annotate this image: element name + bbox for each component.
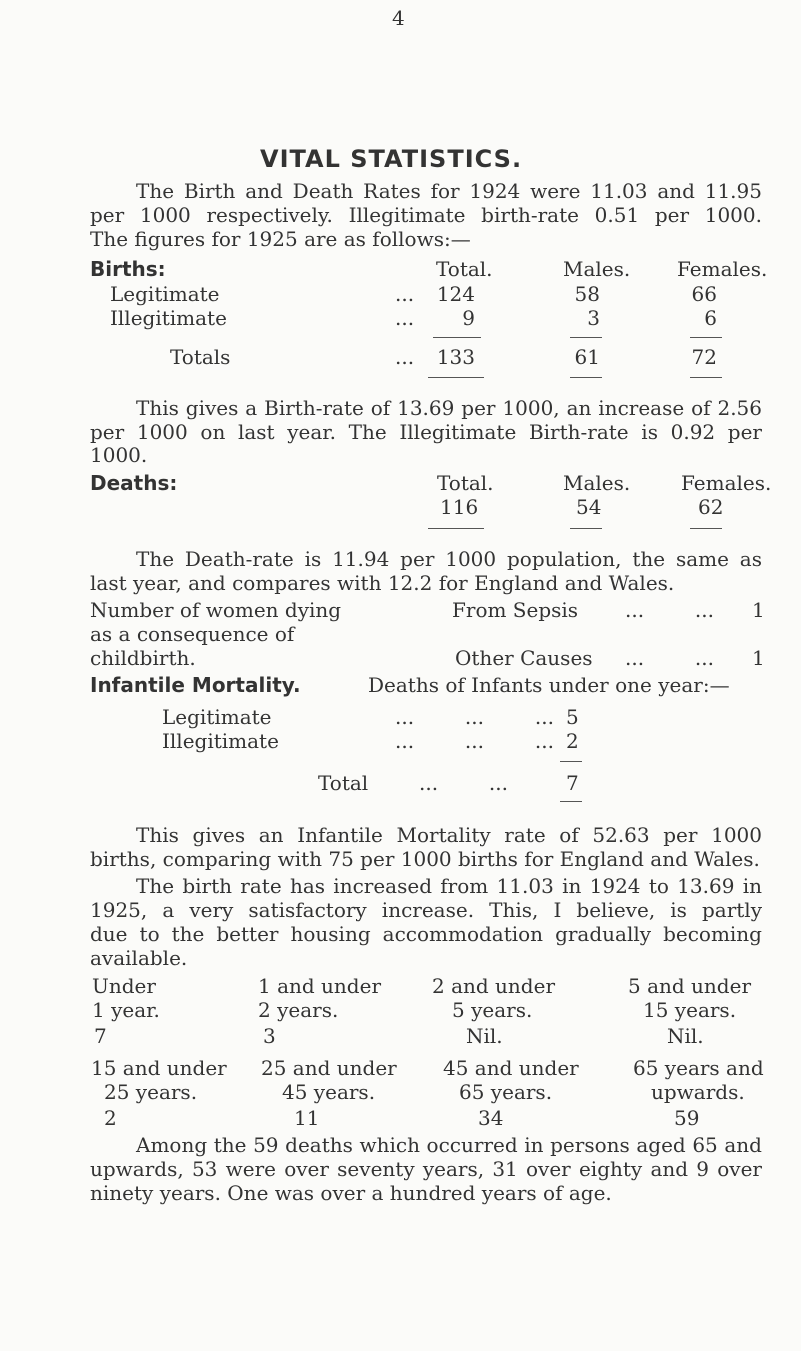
- closing-line-2: upwards, 53 were over seventy years, 31 over eighty and 9 over: [90, 1157, 762, 1181]
- age-group-value: 7: [94, 1024, 107, 1048]
- births-rule-total: [433, 337, 481, 338]
- infantile-heading: Infantile Mortality.: [90, 673, 301, 697]
- infantile-total-dots: ... ...: [419, 771, 509, 795]
- births-row-total: 9: [462, 306, 475, 330]
- age-group-label: 25 years.: [104, 1080, 198, 1104]
- age-group-value: 11: [294, 1106, 320, 1130]
- age-group-label: Under: [92, 974, 156, 998]
- infantile-row-value: 2: [566, 729, 579, 753]
- sepsis-label: From Sepsis: [452, 598, 579, 622]
- other-causes-dots: ... ...: [625, 646, 715, 670]
- births-row-males: 58: [574, 282, 600, 306]
- maternal-line-3: childbirth.: [90, 646, 196, 670]
- infant-rate-line-1: This gives an Infantile Mortality rate of 52.63 per 1000: [136, 823, 762, 847]
- births-totals-total: 133: [436, 345, 475, 369]
- death-rate-line-2: last year, and compares with 12.2 for England and Wales.: [90, 571, 675, 595]
- births-totals-males: 61: [574, 345, 600, 369]
- births-double-rule-females: [690, 377, 722, 378]
- births-row-females: 6: [704, 306, 717, 330]
- sepsis-value: 1: [752, 598, 765, 622]
- infantile-total-label: Total: [318, 771, 369, 795]
- age-group-label: 25 and under: [261, 1056, 397, 1080]
- births-row-dots: ...: [395, 306, 415, 330]
- births-rule-females: [690, 337, 722, 338]
- age-group-value: Nil.: [667, 1024, 704, 1048]
- births-row-males: 3: [587, 306, 600, 330]
- age-group-label: upwards.: [651, 1080, 745, 1104]
- deaths-col-females: Females.: [681, 471, 772, 495]
- infantile-double-rule: [560, 801, 582, 802]
- maternal-line-1: Number of women dying: [90, 598, 342, 622]
- births-row-label: Illegitimate: [110, 306, 227, 330]
- other-causes-value: 1: [752, 646, 765, 670]
- birth-rate-line-3: 1000.: [90, 443, 148, 467]
- births-row-females: 66: [691, 282, 717, 306]
- births-row-label: Legitimate: [110, 282, 220, 306]
- births-totals-females: 72: [691, 345, 717, 369]
- deaths-total: 116: [440, 495, 479, 519]
- deaths-rule-males: [570, 528, 602, 529]
- births-double-rule-total: [428, 377, 484, 378]
- infantile-row-label: Illegitimate: [162, 729, 279, 753]
- births-row-dots: ...: [395, 282, 415, 306]
- births-heading: Births:: [90, 257, 166, 281]
- age-group-label: 65 years.: [459, 1080, 553, 1104]
- page-number: 4: [392, 6, 405, 30]
- births-totals-label: Totals: [170, 345, 231, 369]
- age-group-label: 2 and under: [432, 974, 556, 998]
- births-double-rule-males: [570, 377, 602, 378]
- age-group-value: 59: [674, 1106, 700, 1130]
- page-title: VITAL STATISTICS.: [260, 145, 523, 173]
- age-group-value: Nil.: [466, 1024, 503, 1048]
- age-group-label: 15 and under: [91, 1056, 227, 1080]
- births-col-females: Females.: [677, 257, 768, 281]
- births-col-males: Males.: [563, 257, 631, 281]
- age-group-value: 2: [104, 1106, 117, 1130]
- infantile-total-value: 7: [566, 771, 579, 795]
- age-group-label: 5 and under: [628, 974, 752, 998]
- age-group-label: 5 years.: [452, 998, 533, 1022]
- age-group-value: 3: [263, 1024, 276, 1048]
- deaths-col-total: Total.: [437, 471, 494, 495]
- death-rate-line-1: The Death-rate is 11.94 per 1000 population, the same as: [136, 547, 762, 571]
- deaths-col-males: Males.: [563, 471, 631, 495]
- increase-line-3: due to the better housing accommodation gradually becoming: [90, 922, 762, 946]
- age-group-label: 65 years and: [633, 1056, 764, 1080]
- infantile-row-label: Legitimate: [162, 705, 272, 729]
- birth-rate-line-1: This gives a Birth-rate of 13.69 per 1000, an increase of 2.56: [136, 396, 762, 420]
- age-group-value: 34: [478, 1106, 504, 1130]
- intro-line-3: The figures for 1925 are as follows:—: [90, 227, 471, 251]
- deaths-rule-females: [690, 528, 722, 529]
- age-group-label: 1 year.: [92, 998, 160, 1022]
- closing-line-3: ninety years. One was over a hundred years of age.: [90, 1181, 612, 1205]
- other-causes-label: Other Causes: [455, 646, 593, 670]
- infantile-row-dots: ... ... ...: [395, 729, 554, 753]
- infantile-heading-rest: Deaths of Infants under one year:—: [368, 673, 730, 697]
- maternal-line-2: as a consequence of: [90, 622, 295, 646]
- deaths-rule-total: [428, 528, 484, 529]
- increase-line-2: 1925, a very satisfactory increase. This, I believe, is partly: [90, 898, 762, 922]
- birth-rate-line-2: per 1000 on last year. The Illegitimate Birth-rate is 0.92 per: [90, 420, 762, 444]
- age-group-label: 1 and under: [258, 974, 382, 998]
- age-group-label: 45 and under: [443, 1056, 579, 1080]
- infant-rate-line-2: births, comparing with 75 per 1000 births for England and Wales.: [90, 847, 760, 871]
- infantile-row-value: 5: [566, 705, 579, 729]
- births-rule-males: [570, 337, 602, 338]
- intro-line-2: per 1000 respectively. Illegitimate birth-rate 0.51 per 1000.: [90, 203, 762, 227]
- sepsis-dots: ... ...: [625, 598, 715, 622]
- intro-line-1: The Birth and Death Rates for 1924 were 11.03 and 11.95: [136, 179, 762, 203]
- births-col-total: Total.: [436, 257, 493, 281]
- infantile-row-dots: ... ... ...: [395, 705, 554, 729]
- age-group-label: 45 years.: [282, 1080, 376, 1104]
- births-row-total: 124: [436, 282, 475, 306]
- increase-line-1: The birth rate has increased from 11.03 in 1924 to 13.69 in: [136, 874, 762, 898]
- closing-line-1: Among the 59 deaths which occurred in persons aged 65 and: [136, 1133, 762, 1157]
- increase-line-4: available.: [90, 946, 188, 970]
- deaths-heading: Deaths:: [90, 471, 178, 495]
- deaths-males: 54: [576, 495, 602, 519]
- infantile-rule: [560, 761, 582, 762]
- deaths-females: 62: [698, 495, 724, 519]
- births-totals-dots: ...: [395, 345, 415, 369]
- age-group-label: 15 years.: [643, 998, 737, 1022]
- age-group-label: 2 years.: [258, 998, 339, 1022]
